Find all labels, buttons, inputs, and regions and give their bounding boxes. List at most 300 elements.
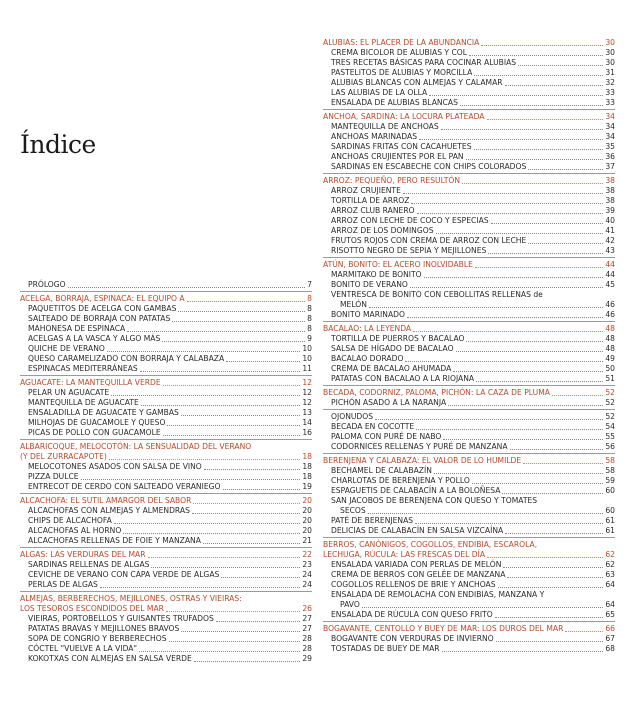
entry-title: MELOCOTONES ASADOS CON SALSA DE VINO (28, 462, 202, 471)
entry-title: ESPINACAS MEDITERRÁNEAS (28, 364, 138, 373)
index-section (323, 385, 615, 408)
index-column-right (323, 38, 615, 654)
index-entry (20, 280, 312, 290)
page-number: 28 (302, 634, 312, 643)
page-number: 8 (307, 314, 312, 323)
dot-leader (466, 159, 604, 160)
dot-leader (407, 317, 603, 318)
dot-leader (460, 105, 603, 106)
entry-title: SARDINAS EN ESCABECHE CON CHIPS COLORADOS (331, 162, 527, 171)
dot-leader (411, 203, 603, 204)
index-entry (323, 466, 615, 476)
entry-title: QUESO CARAMELIZADO CON BORRAJA Y CALABAZA (28, 354, 225, 363)
page-number: 67 (605, 634, 615, 643)
page-number: 20 (302, 506, 312, 515)
dot-leader (203, 543, 300, 544)
index-entry (323, 196, 615, 206)
dot-leader (223, 489, 301, 490)
entry-title: PIZZA DULCE (28, 472, 79, 481)
page-number: 21 (302, 536, 312, 545)
page-number: 8 (307, 294, 312, 303)
index-entry (323, 580, 615, 590)
page-number: 35 (605, 142, 615, 151)
entry-title: CÓCTEL "VUELVE A LA VIDA" (28, 644, 137, 653)
page-number: 27 (302, 614, 312, 623)
dot-leader (100, 587, 300, 588)
entry-title: SOPA DE CONGRIO Y BERBERECHOS (28, 634, 167, 643)
index-entry (323, 98, 615, 108)
dot-leader (163, 435, 301, 436)
entry-title: ARROZ CRUJIENTE (331, 186, 401, 195)
index-entry (323, 162, 615, 172)
index-entry (20, 462, 312, 472)
dot-leader (375, 419, 603, 420)
index-entry (20, 418, 312, 428)
dot-leader (441, 129, 604, 130)
section-divider (20, 291, 312, 292)
index-entry (20, 388, 312, 398)
index-entry (20, 354, 312, 364)
dot-leader (496, 641, 604, 642)
section-heading (323, 388, 615, 398)
dot-leader (565, 631, 603, 632)
index-entry (323, 486, 615, 496)
dot-leader (169, 641, 301, 642)
dot-leader (369, 307, 603, 308)
dot-leader (114, 523, 301, 524)
index-entry (323, 432, 615, 442)
page-number: 40 (605, 216, 615, 225)
entry-title: LECHUGA, RÚCULA: LAS FRESCAS DEL DÍA (323, 550, 486, 559)
entry-title: ENSALADA DE ALUBIAS BLANCAS (331, 98, 458, 107)
section-divider (20, 591, 312, 592)
entry-title: OJONUDOS (331, 412, 374, 421)
entry-title: ALGAS: LAS VERDURAS DEL MAR (20, 550, 146, 559)
section-divider (20, 375, 312, 376)
page-number: 42 (605, 236, 615, 245)
index-entry (323, 644, 615, 654)
dot-leader (204, 469, 301, 470)
page-number: 12 (302, 398, 312, 407)
dot-leader (518, 65, 603, 66)
dot-leader (442, 651, 604, 652)
dot-leader (434, 473, 603, 474)
entry-title: BACALAO DORADO (331, 354, 404, 363)
index-entry (20, 634, 312, 644)
index-entry (323, 132, 615, 142)
entry-title: ACELGAS A LA VASCA Y ALGO MÁS (28, 334, 161, 343)
entry-title: MAHONESA DE ESPINACA (28, 324, 126, 333)
dot-leader (491, 223, 604, 224)
entry-line: ENSALADA DE REMOLACHA CON ENDIBIAS, MANZANA Y (331, 590, 545, 599)
page-number: 52 (605, 412, 615, 421)
page-number: 27 (302, 624, 312, 633)
index-entry (323, 236, 615, 246)
dot-leader (163, 385, 301, 386)
dot-leader (505, 533, 603, 534)
index-section (323, 257, 615, 320)
dot-leader (488, 253, 603, 254)
index-entry (323, 186, 615, 196)
page-number: 19 (302, 482, 312, 491)
section-heading-line: BERROS, CANÓNIGOS, COGOLLOS, ENDIBIA, ESCAROLA, (323, 540, 538, 549)
dot-leader (410, 287, 603, 288)
entry-title: BERENJENA Y CALABAZA: EL VALOR DE LO HUMILDE (323, 456, 522, 465)
section-heading (20, 496, 312, 506)
entry-title: ARROZ CON LECHE DE COCO Y ESPECIAS (331, 216, 489, 225)
page-number: 18 (302, 462, 312, 471)
page-number: 46 (605, 300, 615, 309)
section-divider (323, 257, 615, 258)
page-number: 44 (605, 270, 615, 279)
dot-leader (472, 483, 604, 484)
entry-title: BECADA, CODORNIZ, PALOMA, PICHÓN: LA CAZA DE PLUMA (323, 388, 550, 397)
index-entry (323, 516, 615, 526)
entry-title: MILHOJAS DE GUACAMOLE Y QUESO (28, 418, 166, 427)
entry-title: BECADA EN COCOTTE (331, 422, 415, 431)
page-number: 31 (605, 68, 615, 77)
index-section (323, 173, 615, 256)
index-entry (323, 78, 615, 88)
index-section (20, 375, 312, 438)
index-entry (20, 506, 312, 516)
page-number: 34 (605, 112, 615, 121)
entry-title: TORTILLA DE PUERROS Y BACALAO (331, 334, 465, 343)
entry-title: ANCHOAS MARINADAS (331, 132, 418, 141)
entry-title: PICHÓN ASADO A LA NARANJA (331, 398, 447, 407)
page-number: 30 (605, 58, 615, 67)
page-number: 24 (302, 570, 312, 579)
dot-leader (487, 119, 604, 120)
entry-title: SARDINAS RELLENAS DE ALGAS (28, 560, 150, 569)
page-number: 61 (605, 526, 615, 535)
entry-title: ALCACHOFAS CON ALMEJAS Y ALMENDRAS (28, 506, 190, 515)
dot-leader (413, 331, 603, 332)
index-entry (323, 610, 615, 620)
index-entry (323, 442, 615, 452)
page-number: 58 (605, 466, 615, 475)
index-entry (323, 506, 615, 516)
entry-line: SAN JACOBOS DE BERENJENA CON QUESO Y TOMATES (331, 496, 538, 505)
dot-leader (187, 301, 306, 302)
page-number: 8 (307, 304, 312, 313)
dot-leader (419, 139, 603, 140)
page-number: 11 (302, 364, 312, 373)
index-entry (20, 334, 312, 344)
dot-leader (221, 577, 300, 578)
entry-title: PATATAS BRAVAS Y MEJILLONES BRAVOS (28, 624, 180, 633)
entry-title: PATÉ DE BERENJENAS (331, 516, 414, 525)
dot-leader (474, 149, 604, 150)
entry-title: CHARLOTAS DE BERENJENA Y POLLO (331, 476, 470, 485)
dot-leader (405, 361, 603, 362)
dot-leader (503, 567, 603, 568)
dot-leader (178, 311, 305, 312)
page-number: 24 (302, 580, 312, 589)
dot-leader (127, 331, 305, 332)
dot-leader (123, 533, 300, 534)
dot-leader (192, 513, 300, 514)
section-divider (323, 109, 615, 110)
dot-leader (226, 361, 300, 362)
entry-title: SALTEADO DE BORRAJA CON PATATAS (28, 314, 171, 323)
entry-title: ALCACHOFAS RELLENAS DE FOIE Y MANZANA (28, 536, 201, 545)
section-heading (323, 260, 615, 270)
section-heading (20, 550, 312, 560)
page-number: 9 (307, 334, 312, 343)
section-heading (323, 176, 615, 186)
entry-title: BOGAVANTE CON VERDURAS DE INVIERNO (331, 634, 494, 643)
entry-title: MANTEQUILLA DE AGUACATE (28, 398, 139, 407)
page-number: 22 (302, 550, 312, 559)
page-number: 38 (605, 186, 615, 195)
page-number: 50 (605, 364, 615, 373)
dot-leader (109, 459, 301, 460)
section-heading (323, 550, 615, 560)
dot-leader (368, 513, 604, 514)
entry-title: PATATAS CON BACALAO A LA RIOJANA (331, 374, 475, 383)
dot-leader (416, 429, 603, 430)
index-entry (20, 398, 312, 408)
page-number: 30 (605, 38, 615, 47)
dot-leader (507, 577, 603, 578)
index-entry (323, 88, 615, 98)
page-number: 51 (605, 374, 615, 383)
index-column-left (20, 280, 312, 664)
page-number: 52 (605, 398, 615, 407)
section-divider (323, 173, 615, 174)
dot-leader (528, 243, 603, 244)
entry-title: LOS TESOROS ESCONDIDOS DEL MAR (20, 604, 164, 613)
index-section (20, 291, 312, 374)
index-entry (20, 570, 312, 580)
dot-leader (456, 351, 604, 352)
page-number: 49 (605, 354, 615, 363)
entry-title: ALCACHOFAS AL HORNO (28, 526, 122, 535)
entry-title: (Y DEL ZURRACAPOTE) (20, 452, 107, 461)
section-divider (20, 439, 312, 440)
index-entry (20, 314, 312, 324)
section-heading (323, 38, 615, 48)
dot-leader (166, 611, 300, 612)
index-entry (20, 304, 312, 314)
index-entry (323, 216, 615, 226)
index-entry (20, 324, 312, 334)
section-heading-line: ALBARICOQUE, MELOCOTÓN: LA SENSUALIDAD DEL VERANO (20, 442, 252, 451)
index-entry (323, 206, 615, 216)
entry-title: PRÓLOGO (28, 280, 66, 289)
index-entry (20, 536, 312, 546)
index-entry (323, 422, 615, 432)
entry-title: PAVO (340, 600, 360, 609)
entry-title: CEVICHE DE VERANO CON CAPA VERDE DE ALGAS (28, 570, 220, 579)
index-entry (323, 634, 615, 644)
index-entry (323, 226, 615, 236)
entry-title: CREMA DE BERROS CON GELÉE DE MANZANA (331, 570, 506, 579)
page-number: 64 (605, 600, 615, 609)
entry-title: PERLAS DE ALGAS (28, 580, 98, 589)
dot-leader (552, 395, 603, 396)
index-section (323, 537, 615, 620)
dot-leader (403, 193, 603, 194)
dot-leader (68, 287, 306, 288)
index-section (20, 547, 312, 590)
dot-leader (81, 479, 301, 480)
index-entry (323, 570, 615, 580)
entry-title: COGOLLOS RELLENOS DE BRIE Y ANCHOAS (331, 580, 496, 589)
dot-leader (181, 631, 300, 632)
dot-leader (139, 651, 300, 652)
index-section (323, 321, 615, 384)
page-number: 20 (302, 516, 312, 525)
page-number: 43 (605, 246, 615, 255)
dot-leader (462, 183, 603, 184)
entry-title: QUICHE DE VERANO (28, 344, 105, 353)
entry-title: ALUBIAS: EL PLACER DE LA ABUNDANCIA (323, 38, 480, 47)
index-entry (323, 68, 615, 78)
dot-leader (453, 371, 603, 372)
page-number: 36 (605, 152, 615, 161)
section-divider (323, 453, 615, 454)
dot-leader (362, 607, 603, 608)
dot-leader (523, 463, 603, 464)
page-number: 60 (605, 506, 615, 515)
entry-title: ANCHOA, SARDINA: LA LOCURA PLATEADA (323, 112, 485, 121)
page-number: 45 (605, 280, 615, 289)
entry-title: MANTEQUILLA DE ANCHOAS (331, 122, 439, 131)
dot-leader (148, 557, 301, 558)
section-heading (20, 378, 312, 388)
dot-leader (474, 75, 603, 76)
entry-title: ACELGA, BORRAJA, ESPINACA: EL EQUIPO A (20, 294, 185, 303)
entry-title: VIEIRAS, PORTOBELLOS Y GUISANTES TRUFADOS (28, 614, 214, 623)
index-entry (323, 280, 615, 290)
entry-title: SARDINAS FRITAS CON CACAHUETES (331, 142, 472, 151)
index-entry (323, 48, 615, 58)
section-divider (323, 537, 615, 538)
dot-leader (417, 213, 604, 214)
page-number: 16 (302, 428, 312, 437)
page-number: 64 (605, 580, 615, 589)
page-number: 34 (605, 122, 615, 131)
entry-title: ENSALADA VARIADA CON PERLAS DE MELÓN (331, 560, 502, 569)
index-entry (20, 526, 312, 536)
index-section (323, 38, 615, 108)
index-section (20, 439, 312, 492)
index-entry (323, 398, 615, 408)
page-number: 20 (302, 526, 312, 535)
index-entry (20, 654, 312, 664)
index-section (323, 621, 615, 654)
entry-title: FRUTOS ROJOS CON CREMA DE ARROZ CON LECHE (331, 236, 527, 245)
index-entry (20, 344, 312, 354)
index-entry (20, 614, 312, 624)
page-number: 63 (605, 570, 615, 579)
page-number: 52 (605, 388, 615, 397)
index-section (20, 591, 312, 664)
entry-title: ENTRECOT DE CERDO CON SALTEADO VERANIEGO (28, 482, 221, 491)
index-entry (20, 560, 312, 570)
page-number: 41 (605, 226, 615, 235)
entry-title: PAQUETITOS DE ACELGA CON GAMBAS (28, 304, 177, 313)
section-divider (20, 493, 312, 494)
entry-title: ATÚN, BONITO: EL ACERO INOLVIDABLE (323, 260, 473, 269)
entry-title: ARROZ CLUB RANERO (331, 206, 415, 215)
section-heading (20, 452, 312, 462)
page-number: 60 (605, 486, 615, 495)
page-number: 10 (302, 344, 312, 353)
page-number: 12 (302, 388, 312, 397)
dot-leader (424, 277, 604, 278)
index-entry (20, 516, 312, 526)
dot-leader (111, 395, 300, 396)
dot-leader (498, 587, 604, 588)
entry-title: CREMA DE BACALAO AHUMADA (331, 364, 452, 373)
page-number: 33 (605, 88, 615, 97)
section-heading (20, 604, 312, 614)
page-number: 18 (302, 472, 312, 481)
page-number: 39 (605, 206, 615, 215)
dot-leader (475, 267, 603, 268)
index-entry (323, 142, 615, 152)
section-divider (323, 321, 615, 322)
page-number: 55 (605, 432, 615, 441)
dot-leader (469, 55, 603, 56)
entry-title: CODORNICES RELLENAS Y PURÉ DE MANZANA (331, 442, 508, 451)
page-number: 29 (302, 654, 312, 663)
page-number: 46 (605, 310, 615, 319)
entry-title: ENSALADA DE RÚCULA CON QUESO FRITO (331, 610, 493, 619)
index-section (323, 109, 615, 172)
entry-title: CREMA BICOLOR DE ALUBIAS Y COL (331, 48, 467, 57)
dot-leader (481, 45, 603, 46)
entry-title: ESPAGUETIS DE CALABACÍN A LA BOLOÑESA (331, 486, 501, 495)
index-entry (20, 364, 312, 374)
dot-leader (216, 621, 301, 622)
section-heading (323, 456, 615, 466)
entry-title: SECOS (340, 506, 366, 515)
page-number: 10 (302, 354, 312, 363)
index-entry (323, 122, 615, 132)
dot-leader (429, 95, 603, 96)
entry-title: ARROZ DE LOS DOMINGOS (331, 226, 434, 235)
entry-title: RISOTTO NEGRO DE SEPIA Y MEJILLONES (331, 246, 487, 255)
page-number: 7 (307, 280, 312, 289)
page-number: 62 (605, 550, 615, 559)
page-number: 48 (605, 324, 615, 333)
page-number: 54 (605, 422, 615, 431)
page-number: 13 (302, 408, 312, 417)
page-number: 58 (605, 456, 615, 465)
page-number: 37 (605, 162, 615, 171)
entry-title: PELAR UN AGUACATE (28, 388, 110, 397)
dot-leader (193, 503, 300, 504)
dot-leader (443, 439, 603, 440)
dot-leader (505, 85, 604, 86)
index-entry (323, 364, 615, 374)
section-heading (323, 112, 615, 122)
dot-leader (162, 341, 305, 342)
index-entry (323, 374, 615, 384)
index-entry (323, 354, 615, 364)
dot-leader (167, 425, 300, 426)
page-number: 32 (605, 78, 615, 87)
entry-title: TOSTADAS DE BUEY DE MAR (331, 644, 440, 653)
section-divider (323, 385, 615, 386)
index-entry (20, 428, 312, 438)
index-section (20, 280, 312, 290)
index-section (323, 409, 615, 452)
